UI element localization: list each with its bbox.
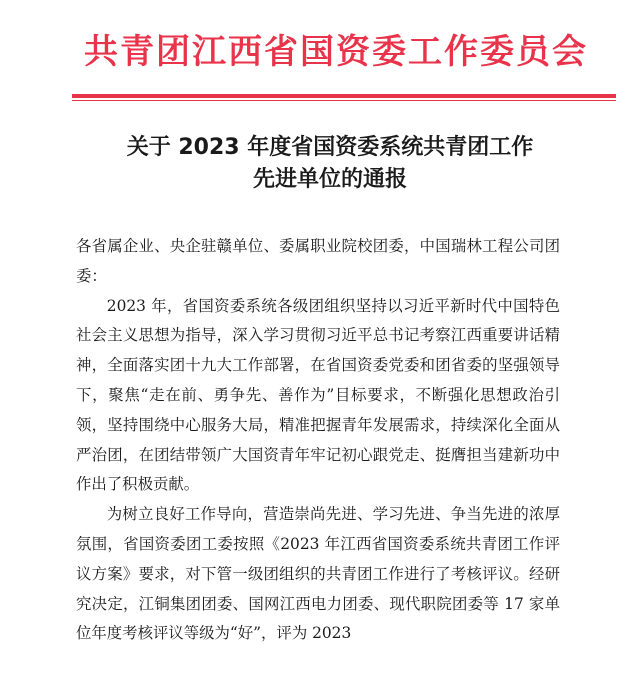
document-body xyxy=(76,232,560,649)
letterhead-divider-thin xyxy=(72,100,616,101)
document-title-line-2: 先进单位的通报 xyxy=(252,167,407,192)
letterhead-divider-thick xyxy=(72,94,616,98)
document-title xyxy=(60,132,600,196)
salutation: 各省属企业、央企驻赣单位、委属职业院校团委，中国瑞林工程公司团委： xyxy=(76,237,560,285)
paragraph-2: 为树立良好工作导向，营造崇尚先进、学习先进、争当先进的浓厚氛围，省国资委团工委按照《2023 年江西省国资委系统共青团工作评议方案》要求，对下管一级团组织的共青团工作进行了考核评议。经研究决定，江铜集团团委、国网江西电力团委、现代职院团委等 17 家单位年度考核评议等级为“好”，评为 2023 xyxy=(76,505,560,643)
organization-name: 共青团江西省国资委工作委员会 xyxy=(84,32,588,72)
letterhead xyxy=(0,0,640,110)
paragraph-1: 2023 年，省国资委系统各级团组织坚持以习近平新时代中国特色社会主义思想为指导，深入学习贯彻习近平总书记考察江西重要讲话精神，全面落实团十九大工作部署，在省国资委党委和团省委的坚强领导下，聚焦“走在前、勇争先、善作为”目标要求，不断强化思想政治引领，坚持围绕中心服务大局，精准把握青年发展需求，持续深化全面从严治团，在团结带领广大国资青年牢记初心跟党走、挺膺担当建新功中作出了积极贡献。 xyxy=(76,296,560,494)
document-title-line-1: 关于 2023 年度省国资委系统共青团工作 xyxy=(126,135,534,160)
